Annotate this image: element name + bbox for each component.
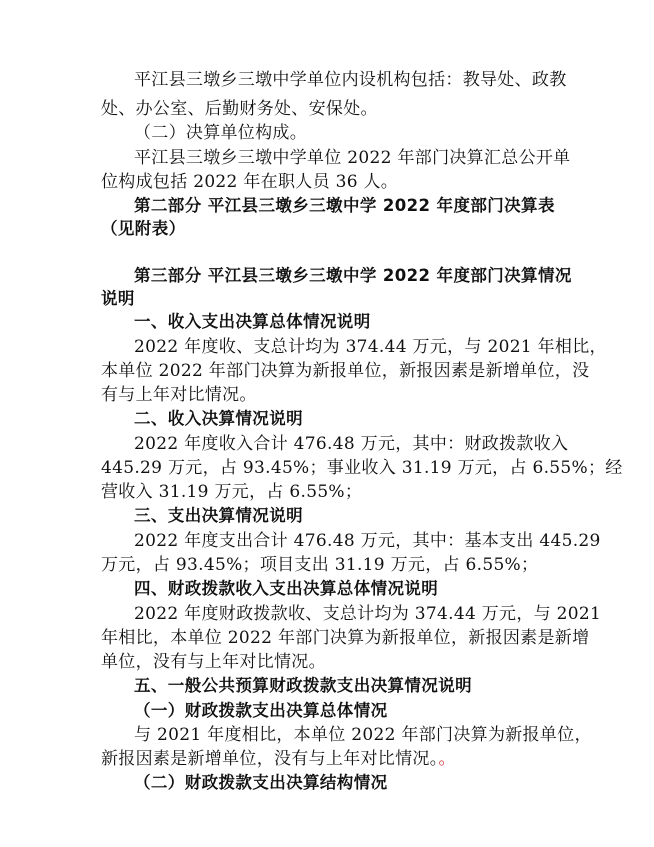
paragraph-line: 445.29 万元，占 93.45%；事业收入 31.19 万元，占 6.55%；经 <box>101 458 623 478</box>
subheading: 四、财政拨款收入支出决算总体情况说明 <box>134 579 439 598</box>
paragraph-line: 平江县三墩乡三墩中学单位 2022 年部门决算汇总公开单 <box>134 148 571 168</box>
subheading: 五、一般公共预算财政拨款支出决算情况说明 <box>134 676 472 695</box>
paragraph-line: 有与上年对比情况。 <box>101 385 257 405</box>
paragraph-text: 新报因素是新增单位，没有与上年对比情况。 <box>101 749 439 769</box>
section-heading-cont: （见附表） <box>101 219 186 238</box>
paragraph-line <box>101 747 654 771</box>
subheading: 二、收入决算情况说明 <box>134 409 303 428</box>
paragraph-line: 2022 年度收入合计 476.48 万元，其中：财政拨款收入 <box>134 434 569 454</box>
paragraph-line: 营收入 31.19 万元，占 6.55%； <box>101 482 363 502</box>
subheading: （二）决算单位构成。 <box>134 123 307 143</box>
subheading: （二）财政拨款支出决算结构情况 <box>134 773 388 792</box>
subheading: 三、支出决算情况说明 <box>134 506 303 525</box>
paragraph-line: 本单位 2022 年部门决算为新报单位，新报因素是新增单位，没 <box>101 361 590 381</box>
section-heading: 第二部分 平江县三墩乡三墩中学 2022 年度部门决算表 <box>134 196 555 215</box>
paragraph-line: 2022 年度支出合计 476.48 万元，其中：基本支出 445.29 <box>134 531 601 551</box>
paragraph-line: 位构成包括 2022 年在职人员 36 人。 <box>101 172 399 192</box>
paragraph-line: 2022 年度财政拨款收、支总计均为 374.44 万元，与 2021 <box>134 604 602 624</box>
paragraph-line: 年相比，本单位 2022 年部门决算为新报单位，新报因素是新增 <box>101 628 590 648</box>
subheading: （一）财政拨款支出决算总体情况 <box>134 701 388 720</box>
subheading: 一、收入支出决算总体情况说明 <box>134 312 371 331</box>
paragraph-line: 与 2021 年度相比，本单位 2022 年部门决算为新报单位， <box>134 725 592 745</box>
section-heading-cont: 说明 <box>101 289 135 308</box>
red-mark: 。 <box>438 749 456 769</box>
paragraph-line: 处、办公室、后勤财务处、安保处。 <box>101 99 378 119</box>
paragraph-line: 万元，占 93.45%；项目支出 31.19 万元，占 6.55%； <box>101 555 539 575</box>
paragraph-line: 单位，没有与上年对比情况。 <box>101 652 326 672</box>
section-heading: 第三部分 平江县三墩乡三墩中学 2022 年度部门决算情况 <box>134 266 572 285</box>
paragraph-line: 平江县三墩乡三墩中学单位内设机构包括：教导处、政教 <box>134 70 567 90</box>
paragraph-line: 2022 年度收、支总计均为 374.44 万元，与 2021 年相比， <box>134 337 607 357</box>
